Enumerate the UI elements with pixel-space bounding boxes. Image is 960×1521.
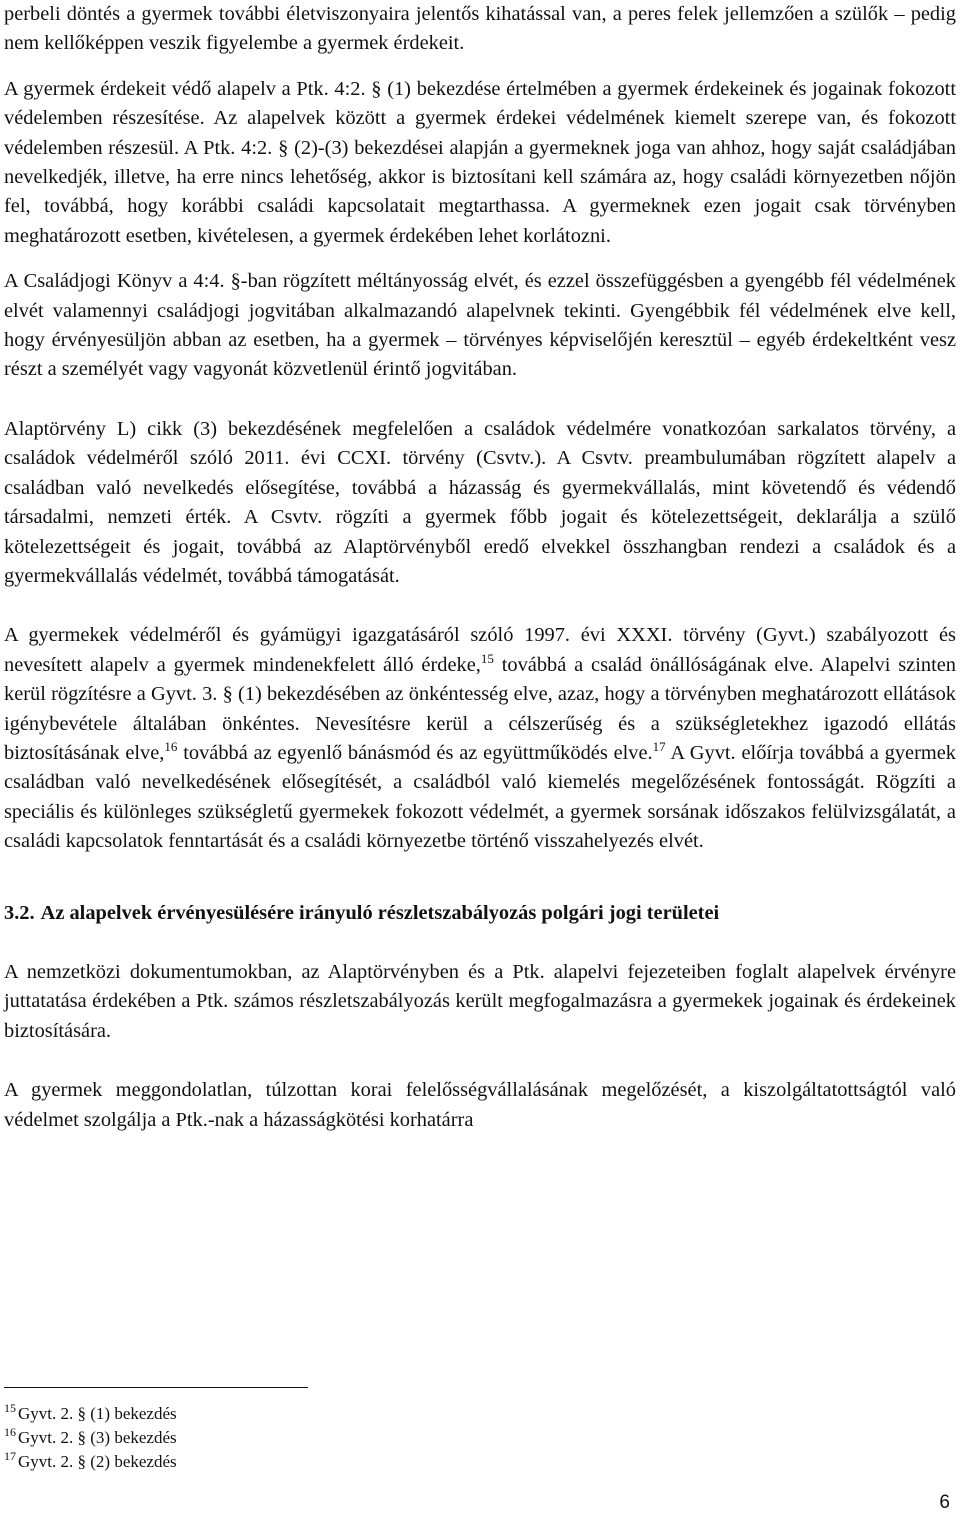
section-heading	[4, 899, 956, 928]
page-number: 6	[939, 1492, 950, 1513]
paragraph-3: A Családjogi Könyv a 4:4. §-ban rögzített méltányosság elvét, és ezzel összefüggésben a gyengébb fél védelmének elvét valamennyi családjogi jogvitában alkalmazandó alapelvnek tekinti. Gyengébbik fél védelmének elve kell, hogy érvényesüljön abban az esetben, ha a gyermek – törvényes képviselőjén keresztül – egyéb érdekeltként vesz részt a személyét vagy vagyonát közvetlenül érintő jogvitában.	[4, 270, 956, 381]
document-page	[4, 0, 956, 1135]
paragraph-6: A nemzetközi dokumentumokban, az Alaptörvényben és a Ptk. alapelvi fejezeteiben foglalt alapelvek érvényre juttatatása érdekében a Ptk. számos részletszabályozás került megfogalmazásra a gyermekek jogainak és érdekeinek biztosítására.	[4, 960, 956, 1042]
paragraph-2: A gyermek érdekeit védő alapelv a Ptk. 4:2. § (1) bekezdése értelmében a gyermek érdekeinek és jogainak fokozott védelemben részesítése. Az alapelvek között a gyermek érdekei védelmének kiemelt szerepe van, és fokozott védelemben részesül. A Ptk. 4:2. § (2)-(3) bekezdései alapján a gyermeknek joga van ahhoz, hogy saját családjában nevelkedjék, illetve, ha erre nincs lehetőség, akkor is biztosítani kell számára az, hogy családi környezetben nőjön fel, továbbá, hogy korábbi családi kapcsolatait megtarthassa. A gyermeknek ezen jogait csak törvényben meghatározott esetben, kivételesen, a gyermek érdekében lehet korlátozni.	[4, 77, 956, 247]
section-number: 3.2.	[4, 901, 35, 924]
footnote-15	[4, 1402, 604, 1426]
footnote-ref-16[interactable]: 16	[164, 738, 178, 754]
footnote-number: 16	[4, 1425, 16, 1439]
footnote-ref-15[interactable]: 15	[480, 650, 494, 666]
footnote-text: Gyvt. 2. § (2) bekezdés	[18, 1452, 177, 1471]
footnote-ref-17[interactable]: 17	[652, 738, 666, 754]
paragraph-5-part-d: A Gyvt. előírja továbbá a gyermek családban való nevelkedésének elősegítését, a családból való kiemelés megelőzésének fontosságát. Rögzíti a speciális és különleges szükségletű gyermekek fokozott védelmét, a gyermek sorsának időszakos felülvizsgálatát, a családi kapcsolatok fenntartását és a családi környezetbe történő visszahelyezés elvét.	[4, 741, 956, 853]
footnotes	[4, 1402, 604, 1474]
footnote-separator	[4, 1387, 308, 1388]
footnote-17	[4, 1450, 604, 1474]
footnote-number: 15	[4, 1401, 16, 1415]
paragraph-5-part-a: A gyermekek védelméről és gyámügyi igazgatásáról szóló 1997. évi XXXI. törvény (Gyvt.) szabályozott és nevesített alapelv a gyermek mindenekfelett álló érdeke,	[4, 624, 956, 676]
footnote-16	[4, 1426, 604, 1450]
footnote-text: Gyvt. 2. § (1) bekezdés	[18, 1404, 177, 1423]
paragraph-5	[4, 621, 956, 856]
paragraph-7: A gyermek meggondolatlan, túlzottan korai felelősségvállalásának megelőzését, a kiszolgáltatottságtól való védelmet szolgálja a Ptk.-nak a házasságkötési korhatárra	[4, 1079, 956, 1131]
paragraph-5-part-b: továbbá a család önállóságának elve. Alapelvi szinten kerül rögzítésre a Gyvt. 3. § (1) bekezdésében az önkéntesség elve, azaz, hogy a törvényben meghatározott ellátások igénybevétele általában önkéntes. Nevesítésre kerül a célszerűség és a szükségletekhez igazodó ellátás biztosításának elve,	[4, 653, 956, 764]
paragraph-1: perbeli döntés a gyermek további életviszonyaira jelentős kihatással van, a peres felek jellemzően a szülők – pedig nem kellőképpen veszik figyelembe a gyermek érdekeit.	[4, 3, 956, 55]
paragraph-5-part-c: továbbá az egyenlő bánásmód és az együttműködés elve.	[177, 741, 653, 764]
footnote-number: 17	[4, 1449, 16, 1463]
footnote-text: Gyvt. 2. § (3) bekezdés	[18, 1428, 177, 1447]
paragraph-4: Alaptörvény L) cikk (3) bekezdésének megfelelően a családok védelmére vonatkozóan sarkalatos törvény, a családok védelméről szóló 2011. évi CCXI. törvény (Csvtv.). A Csvtv. preambulumában rögzített alapelv a családban való nevelkedés elősegítése, továbbá a házasság és gyermekvállalás, mint követendő és védendő társadalmi, nemzeti érték. A Csvtv. rögzíti a gyermek főbb jogait és kötelezettségeit, deklarálja a szülő kötelezettségeit és jogait, továbbá az Alaptörvényből eredő elvekkel összhangban rendezi a családok és a gyermekvállalás védelmét, továbbá támogatását.	[4, 417, 956, 587]
section-title: Az alapelvek érvényesülésére irányuló részletszabályozás polgári jogi területei	[40, 901, 720, 924]
